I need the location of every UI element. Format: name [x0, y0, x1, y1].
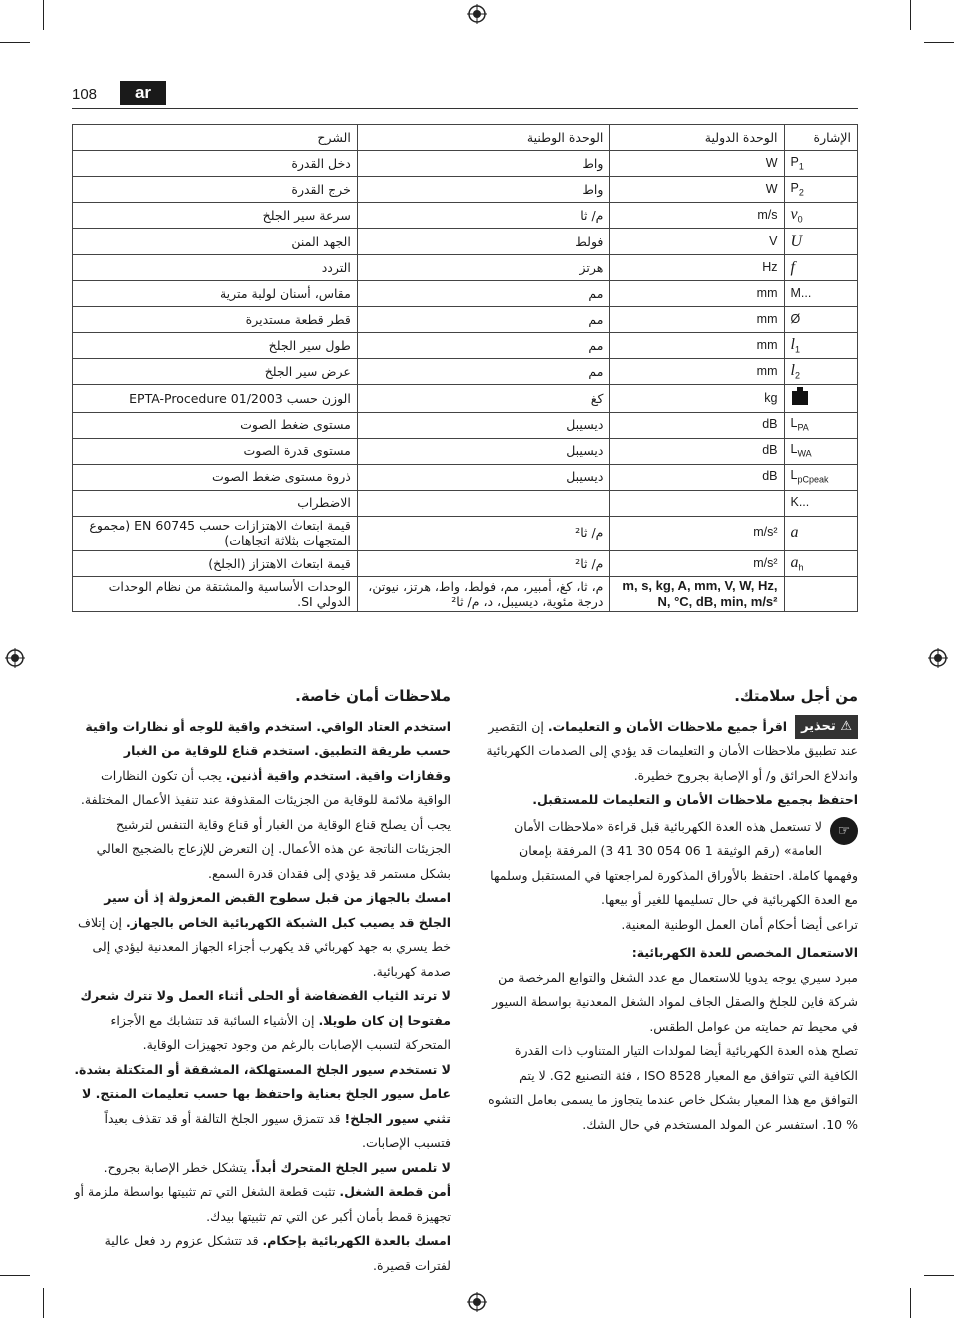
table-row [73, 438, 858, 464]
symbol-subscript: pCpeak [797, 474, 829, 485]
doc-text: لا تستعمل هذه العدة الكهربائية قبل قراءة «ملاحظات الأمان العامة» (رقم الوثيقة 1 06 054 30 41 3) المرفقة بإمعان وفهمها كاملة. احتفظ بالأوراق المذكورة لمراجعتها في المستقبل وسلمها مع العدة الكهربائية في حال تسليمها للغير أو بيعها. [490, 818, 858, 907]
symbol-subscript: 0 [797, 214, 803, 225]
symbol-text: l [790, 362, 795, 380]
section-heading: من أجل سلامتك. [734, 687, 858, 705]
international-unit-cell: dB [610, 464, 784, 490]
symbol-cell [784, 255, 858, 281]
description-cell: مستوى ضغط الصوت [73, 412, 358, 438]
body-text: إن الأشياء السائبة قد تتشابك مع الأجزاء المتحركة لتسبب الإصابات بالرغم من وجود تجهيزات الوقاية. [110, 1012, 451, 1052]
safety-paragraph [72, 1229, 451, 1278]
table-header-cell: الوحدة الوطنية [357, 125, 610, 151]
national-unit-cell: مم [357, 333, 610, 359]
symbol-cell [784, 576, 858, 612]
table-row [73, 516, 858, 550]
crop-mark [43, 0, 44, 30]
crop-mark [910, 1288, 911, 1318]
left-column [72, 684, 451, 1278]
warning-label: تحذير [801, 718, 836, 734]
table-header-row [73, 125, 858, 151]
safety-paragraph [72, 886, 451, 984]
symbol-cell [784, 151, 858, 177]
symbol-cell [784, 385, 858, 413]
doc-paragraph [485, 815, 858, 913]
symbol-cell [784, 229, 858, 255]
keep-instructions: احتفظ بجميع ملاحظات الأمان و التعليمات للمستقبل. [532, 792, 858, 807]
symbol-cell [784, 333, 858, 359]
national-unit-cell: مم [357, 307, 610, 333]
symbol-cell [784, 412, 858, 438]
description-cell: ذروة مستوى ضغط الصوت [73, 464, 358, 490]
bold-lead: امسك بالعدة الكهربائية بإحكام. [262, 1233, 451, 1248]
crop-mark [924, 42, 954, 43]
international-unit-cell: m/s² [610, 550, 784, 576]
table-row [73, 576, 858, 612]
table-row [73, 281, 858, 307]
read-manual-icon: ☞ [830, 817, 858, 845]
description-cell: مقاس، أسنان لولبة مترية [73, 281, 358, 307]
international-unit-cell: mm [610, 359, 784, 385]
description-cell: طول سير الجلخ [73, 333, 358, 359]
national-unit-cell: م/ ثا² [357, 516, 610, 550]
generator-text: تصلح هذه العدة الكهربائية أيضا لمولدات التيار المتناوب ذات القدرة الكافية التي تتوافق مع المعيار ISO 8528 ، فئة التصنيع G2. لا يتم التوافق مع هذا المعيار بشكل خاص عندما يتجاوز ما يسمى بعامل التشوه % 10. استفسر عن المولد المستخدم في حال الشك. [488, 1043, 858, 1132]
symbol-subscript: 1 [794, 344, 800, 355]
header-rule [72, 108, 858, 109]
national-unit-cell: واط [357, 151, 610, 177]
international-unit-cell: dB [610, 412, 784, 438]
symbol-cell [784, 464, 858, 490]
warning-bold: اقرأ جميع ملاحظات الأمان و التعليمات. [547, 718, 788, 734]
international-unit-cell [610, 490, 784, 516]
table-row [73, 490, 858, 516]
safety-paragraph [72, 984, 451, 1058]
symbol-cell [784, 550, 858, 576]
bold-lead: لا ترتد الثياب الفضفاضة أو الحلى أثناء العمل ولا تترك شعرك مفتوحا إن كان طويلا. [80, 988, 451, 1028]
symbol-subscript: 2 [794, 370, 800, 381]
crop-mark [910, 0, 911, 30]
national-unit-cell: مم [357, 281, 610, 307]
description-cell: مستوى قدرة الصوت [73, 438, 358, 464]
symbol-text: L [790, 416, 798, 431]
symbol-text: P [790, 180, 799, 195]
page-number: 108 [72, 86, 98, 103]
symbol-cell [784, 516, 858, 550]
description-cell: قيمة ابتعاث الاهتزاز (الجلخ) [73, 550, 358, 576]
national-unit-cell [357, 490, 610, 516]
symbol-subscript: 1 [798, 161, 804, 172]
table-row [73, 229, 858, 255]
national-unit-cell: ديسيبل [357, 412, 610, 438]
symbol-text: Ø [790, 311, 801, 326]
description-cell: سرعة سير الجلخ [73, 203, 358, 229]
national-unit-cell: هرتز [357, 255, 610, 281]
international-unit-cell: mm [610, 333, 784, 359]
symbol-subscript: WA [797, 448, 812, 459]
safety-paragraph [72, 715, 451, 887]
international-unit-cell: m, s, kg, A, mm, V, W, Hz, N, °C, dB, min, m/s² [610, 576, 784, 612]
symbol-text: U [790, 232, 803, 250]
symbol-text: v [790, 206, 798, 224]
symbol-cell [784, 307, 858, 333]
registration-mark-icon [5, 648, 25, 668]
safety-paragraph [72, 1180, 451, 1229]
table-row [73, 385, 858, 413]
bold-lead: امسك بالجهاز من قبل سطوح القبض المعزولة إذ أن سير الجلخ قد يصيب كبل الشبكة الكهربائية الخاص بالجهاز. [104, 890, 451, 930]
international-unit-cell: mm [610, 281, 784, 307]
bold-lead: استخدم العتاد الواقي. استخدم واقية للوجه أو نظارات واقية حسب طريقة التطبيق. استخدم قناع للوقاية من الغبار وقفازات واقية. استخدم واقية أذنين. [85, 718, 451, 783]
table-row [73, 412, 858, 438]
international-unit-cell: Hz [610, 255, 784, 281]
weight-icon [791, 386, 809, 406]
table-header-cell: الشرح [73, 125, 358, 151]
crop-mark [43, 1288, 44, 1318]
symbol-text: M... [790, 285, 812, 300]
language-tag: ar [120, 81, 166, 105]
national-unit-cell: م/ ثا² [357, 550, 610, 576]
symbol-text: l [790, 336, 795, 354]
national-unit-cell: ديسيبل [357, 464, 610, 490]
international-unit-cell: kg [610, 385, 784, 413]
intended-use-heading: الاستعمال المخصص للعدة الكهربائية: [631, 945, 858, 960]
description-cell: عرض سير الجلخ [73, 359, 358, 385]
description-cell: الوحدات الأساسية والمشتقة من نظام الوحدات الدولي SI. [73, 576, 358, 612]
table-row [73, 203, 858, 229]
symbol-cell [784, 490, 858, 516]
body-text: قد تتشكل عزوم رد فعل عالية لفترات قصيرة. [104, 1233, 451, 1273]
warning-triangle-icon: ⚠ [840, 718, 852, 734]
warning-text: إن التقصير عند تطبيق ملاحظات الأمان و التعليمات قد يؤدي إلى الصدمات الكهربائية واندلاع الحرائق و/ أو الإصابة بجروح خطيرة. [486, 718, 858, 783]
table-row [73, 333, 858, 359]
table-row [73, 177, 858, 203]
international-unit-cell: W [610, 151, 784, 177]
body-text: قد تتمزق سيور الجلخ التالفة أو قد تقذف بعيداً فتسبب الإصابات. [104, 1110, 451, 1150]
symbol-subscript: h [798, 562, 804, 573]
international-unit-cell: W [610, 177, 784, 203]
section-heading: ملاحظات أمان خاصة. [295, 687, 451, 705]
warning-badge [795, 715, 858, 740]
national-unit-cell: م/ ثا [357, 203, 610, 229]
national-unit-cell: مم [357, 359, 610, 385]
international-unit-cell: m/s² [610, 516, 784, 550]
safety-paragraph [72, 1156, 451, 1181]
symbol-text: L [790, 468, 798, 483]
symbol-subscript: PA [797, 422, 809, 433]
right-column [485, 684, 858, 1137]
symbol-text: f [790, 258, 795, 276]
description-cell: دخل القدرة [73, 151, 358, 177]
bold-lead: لا تلمس سير الجلخ المتحرك أبداً. [250, 1159, 451, 1175]
symbol-cell [784, 359, 858, 385]
description-cell: الاضطراب [73, 490, 358, 516]
table-row [73, 255, 858, 281]
body-text: إن إتلاف خط يسري به جهد كهربائي قد يكهرب أجزاء الجهاز المعدنية ليؤدي إلى صدمة كهربائية. [78, 914, 451, 979]
crop-mark [0, 1275, 30, 1276]
warning-paragraph [485, 715, 858, 789]
body-text: يتشكل خطر الإصابة بجروح. [103, 1159, 251, 1175]
description-cell: خرج القدرة [73, 177, 358, 203]
national-unit-cell: كغ [357, 385, 610, 413]
table-row [73, 464, 858, 490]
table-row [73, 307, 858, 333]
symbol-text: a [790, 554, 799, 571]
symbol-text: a [790, 524, 799, 542]
registration-mark-icon [467, 4, 487, 24]
registration-mark-icon [467, 1292, 487, 1312]
table-row [73, 151, 858, 177]
bold-lead: أمن قطعة الشغل. [339, 1184, 451, 1199]
intended-use-text: مبرد سيري يوجه يدويا للاستعمال مع عدد الشغل والتوابع المرخصة من شركة فاين للجلخ والصقل الجاف لمواد الشغل المعدنية بواسطة السيور في محيط تم حمايته من عوامل الطقس. [492, 969, 858, 1034]
international-unit-cell: dB [610, 438, 784, 464]
description-cell: قطر قطعة مستديرة [73, 307, 358, 333]
table-row [73, 359, 858, 385]
national-unit-cell: فولط [357, 229, 610, 255]
description-cell: التردد [73, 255, 358, 281]
crop-mark [924, 1275, 954, 1276]
table-row [73, 550, 858, 576]
registration-mark-icon [928, 648, 948, 668]
national-unit-cell: واط [357, 177, 610, 203]
symbol-cell [784, 177, 858, 203]
symbol-subscript: 2 [798, 187, 804, 198]
body-text: يجب أن تكون النظارات الواقية ملائمة للوقاية من الجزيئات المقذوفة عند تنفيذ الأعمال المختلفة. يجب أن يصلح قناع الوقاية من الغبار أو قناع وقاية التنفس لترشيح الجزيئات الناتجة عن هذه الأعمال. إن التعرض للإزعاج بالضجيج العالي بشكل مستمر قد يؤدي إلى فقدان قدرة السمع. [80, 767, 451, 881]
table-header-cell: الوحدة الدولية [610, 125, 784, 151]
international-unit-cell: V [610, 229, 784, 255]
units-table [72, 124, 858, 612]
description-cell: الوزن حسب EPTA-Procedure 01/2003 [73, 385, 358, 413]
table-header-cell: الإشارة [784, 125, 858, 151]
symbol-text: L [790, 442, 798, 457]
national-unit-cell: م، ثا، كغ، أمبير، مم، فولط، واط، هرتز، نيوتن، درجة مئوية، ديسيبل، د، م/ ثا² [357, 576, 610, 612]
symbol-cell [784, 438, 858, 464]
symbol-text: P [790, 154, 799, 169]
body-text: تثبت قطعة الشغل التي تم تثبيتها بواسطة ملزمة أو تجهيزة قمط بأمان أكبر عن التي تم تثبيتها بيدك. [74, 1184, 451, 1224]
symbol-cell [784, 281, 858, 307]
symbol-cell [784, 203, 858, 229]
description-cell: الجهد المنن [73, 229, 358, 255]
international-unit-cell: mm [610, 307, 784, 333]
national-unit-cell: ديسيبل [357, 438, 610, 464]
bold-lead: لا تستخدم سيور الجلخ المستهلكة، المشققة أو المتكتلة بشدة. عامل سيور الجلخ بعناية واحتفظ بها حسب تعليمات المنتج. لا تثني سيور الجلخ! [74, 1061, 451, 1126]
description-cell: قيمة ابتعاث الاهتزازات حسب EN 60745 (مجموع المتجهات بثلاثة اتجاهات) [73, 516, 358, 550]
regulations-text: تراعى أيضا أحكام أمان العمل الوطنية المعنية. [621, 916, 858, 932]
symbol-text: K... [790, 495, 810, 510]
international-unit-cell: m/s [610, 203, 784, 229]
crop-mark [0, 42, 30, 43]
safety-paragraph [72, 1058, 451, 1156]
